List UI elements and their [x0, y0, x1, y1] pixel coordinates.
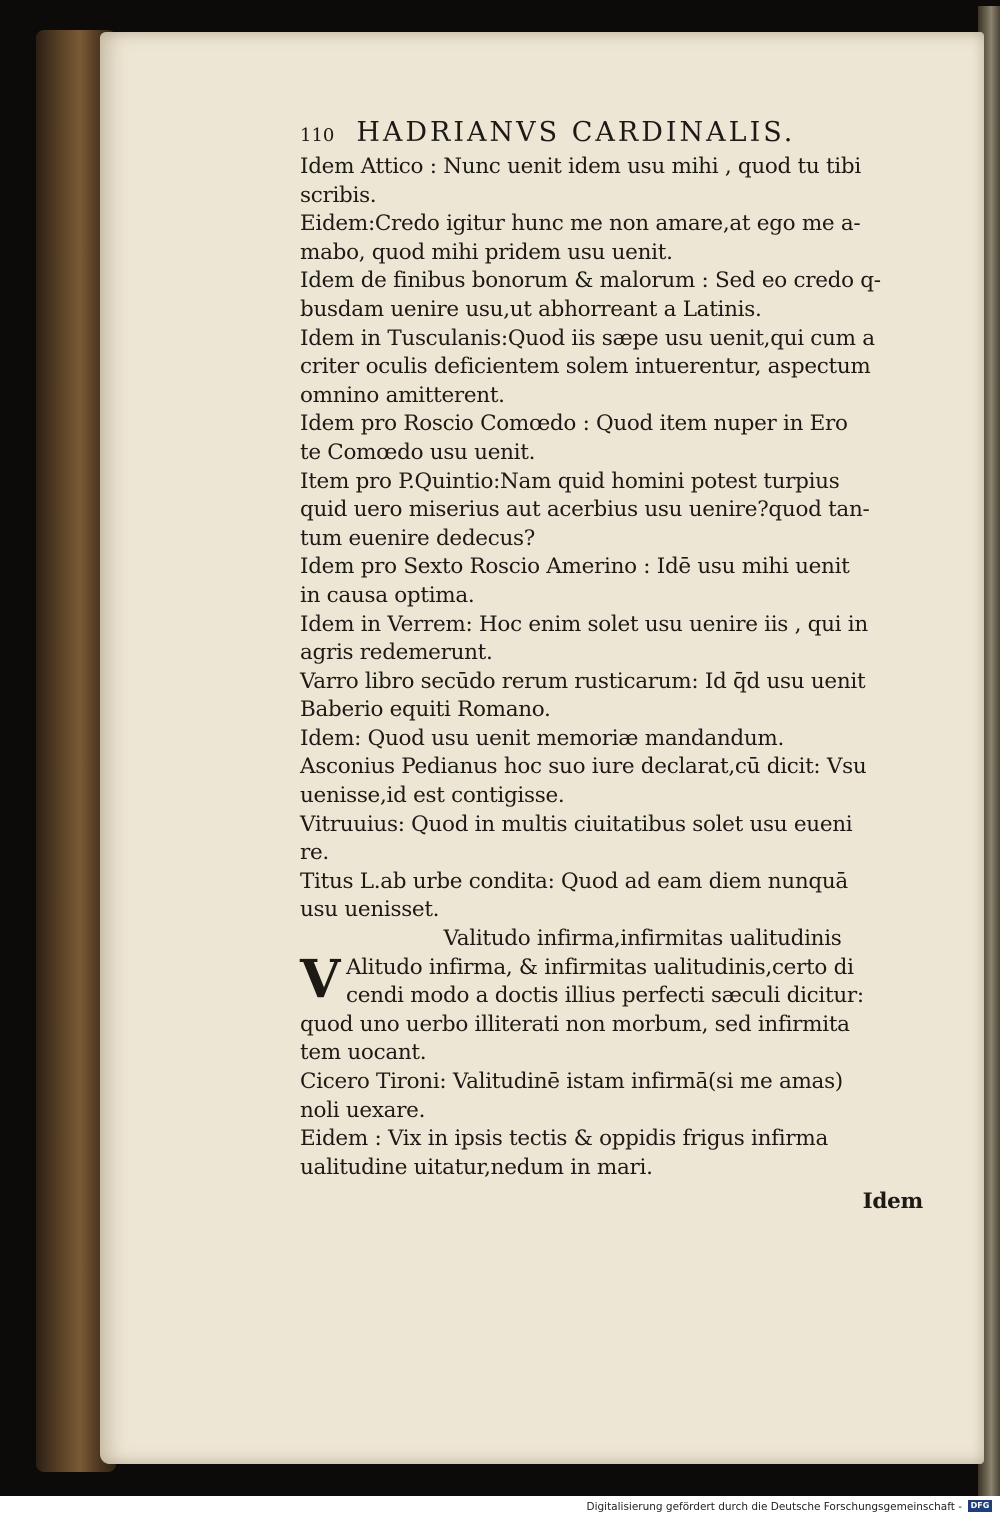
text-line: mabo, quod mihi pridem usu uenit. — [300, 239, 673, 265]
text-line: Eidem:Credo igitur hunc me non amare,at ego me a- — [300, 211, 861, 237]
text-line: Idem pro Sexto Roscio Amerino : Idē usu mihi uenit — [300, 554, 850, 580]
running-head — [300, 116, 945, 153]
text-line: Idem de finibus bonorum & malorum : Sed eo credo q- — [300, 268, 881, 294]
text-line: Vitruuius: Quod in multis ciuitatibus solet usu eueni — [300, 811, 853, 837]
text-line: Idem Attico : Nunc uenit idem usu mihi , quod tu tibi — [300, 154, 861, 179]
text-line: usu uenisset. — [300, 897, 440, 923]
text-line: Alitudo infirma, & infirmitas ualitudinis,certo di — [346, 954, 854, 980]
text-line: uenisse,id est contigisse. — [300, 783, 565, 809]
text-line: Asconius Pedianus hoc suo iure declarat,cū dicit: Vsu — [300, 754, 867, 780]
text-line: noli uexare. — [300, 1097, 426, 1123]
text-line: Idem pro Roscio Comœdo : Quod item nuper in Ero — [300, 411, 848, 437]
text-block-2 — [300, 1011, 945, 1183]
drop-capital: V — [300, 948, 341, 1010]
text-line: Item pro P.Quintio:Nam quid homini potest turpius — [300, 468, 840, 494]
running-head-title: HADRIANVS CARDINALIS. — [356, 117, 796, 148]
funding-text: Digitalisierung gefördert durch die Deutsche Forschungsgemeinschaft - — [586, 1501, 962, 1513]
text-line: quid uero miserius aut acerbius usu uenire?quod tan- — [300, 497, 870, 523]
text-line: criter oculis deficientem solem intuerentur, aspectum — [300, 354, 871, 380]
text-line: tum euenire dedecus? — [300, 525, 535, 551]
text-line: Idem: Quod usu uenit memoriæ mandandum. — [300, 725, 785, 751]
text-line: Idem in Tusculanis:Quod iis sæpe usu uenit,qui cum a — [300, 325, 875, 351]
text-block-1 — [300, 153, 945, 925]
text-line: agris redemerunt. — [300, 640, 493, 666]
text-line: Baberio equiti Romano. — [300, 697, 551, 723]
initial-paragraph — [300, 948, 945, 1011]
section-heading: Valitudo infirma,infirmitas ualitudinis — [443, 926, 842, 952]
text-line: Titus L.ab urbe condita: Quod ad eam diem nunquā — [300, 868, 848, 894]
page-text — [300, 116, 945, 1217]
initial-lines — [300, 948, 945, 1011]
text-line: te Comœdo usu uenit. — [300, 439, 536, 465]
funding-notice — [586, 1501, 962, 1513]
text-line: cendi modo a doctis illius perfecti sæculi dicitur: — [346, 983, 864, 1009]
folio-number: 110 — [300, 125, 335, 146]
text-line: quod uno uerbo illiterati non morbum, sed infirmita — [300, 1011, 850, 1037]
text-line: Idem in Verrem: Hoc enim solet usu uenire iis , qui in — [300, 611, 868, 637]
text-line: Varro libro secūdo rerum rusticarum: Id q̄d usu uenit — [300, 668, 866, 694]
text-line: omnino amitterent. — [300, 382, 505, 408]
text-line: scribis. — [300, 182, 377, 208]
text-line: busdam uenire usu,ut abhorreant a Latinis. — [300, 296, 762, 322]
text-line: in causa optima. — [300, 582, 475, 608]
dfg-logo: DFG — [968, 1500, 992, 1512]
text-line: ualitudine uitatur,nedum in mari. — [300, 1154, 653, 1180]
text-line: re. — [300, 840, 329, 866]
text-line: Cicero Tironi: Valitudinē istam infirmā(si me amas) — [300, 1069, 843, 1094]
text-line: tem uocant. — [300, 1040, 427, 1066]
text-line: Eidem : Vix in ipsis tectis & oppidis frigus infirma — [300, 1126, 828, 1152]
catchword: Idem — [862, 1189, 923, 1215]
